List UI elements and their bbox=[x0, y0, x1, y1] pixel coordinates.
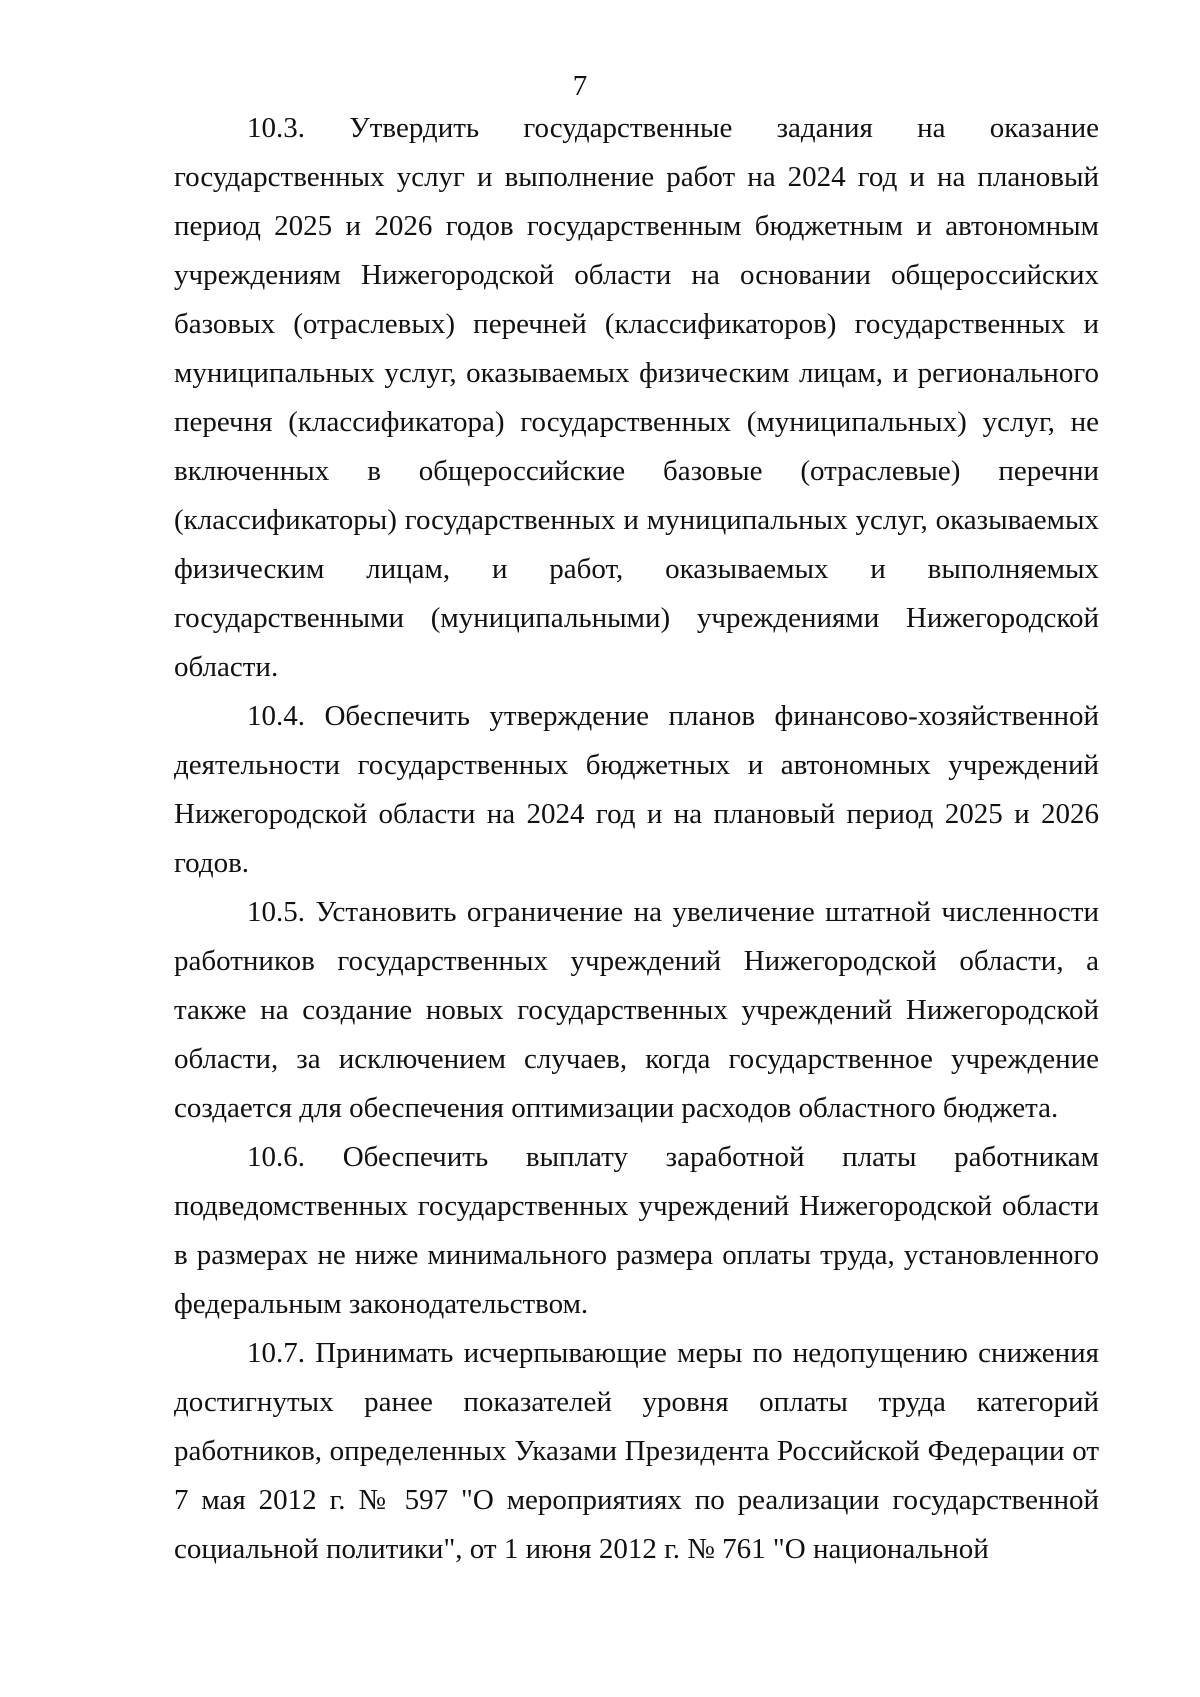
paragraph-10-5: 10.5. Установить ограничение на увеличение штатной численности работников государственных учреждений Нижегородской области, а также на создание новых государственных учреждений Нижегородской области, за исключением случаев, когда государственное учреждение создается для обеспечения оптимизации расходов областного бюджета. bbox=[174, 896, 1099, 1124]
paragraph-10-4: 10.4. Обеспечить утверждение планов финансово-хозяйственной деятельности государственных бюджетных и автономных учреждений Нижегородской области на 2024 год и на плановый период 2025 и 2026 годов. bbox=[174, 700, 1099, 879]
page-number: 7 bbox=[572, 70, 588, 102]
document-body bbox=[174, 104, 1099, 1574]
paragraph-10-6: 10.6. Обеспечить выплату заработной платы работникам подведомственных государственных учреждений Нижегородской области в размерах не ниже минимального размера оплаты труда, установленного федеральным законодательством. bbox=[174, 1141, 1099, 1320]
paragraph-10-3: 10.3. Утвердить государственные задания на оказание государственных услуг и выполнение работ на 2024 год и на плановый период 2025 и 2026 годов государственным бюджетным и автономным учреждениям Нижегородской области на основании общероссийских базовых (отраслевых) перечней (классификаторов) государственных и муниципальных услуг, оказываемых физическим лицам, и регионального перечня (классификатора) государственных (муниципальных) услуг, не включенных в общероссийские базовые (отраслевые) перечни (классификаторы) государственных и муниципальных услуг, оказываемых физическим лицам, и работ, оказываемых и выполняемых государственными (муниципальными) учреждениями Нижегородской области. bbox=[174, 112, 1099, 683]
paragraph-10-7: 10.7. Принимать исчерпывающие меры по недопущению снижения достигнутых ранее показателей уровня оплаты труда категорий работников, определенных Указами Президента Российской Федерации от 7 мая 2012 г. № 597 "О мероприятиях по реализации государственной социальной политики", от 1 июня 2012 г. № 761 "О национальной bbox=[174, 1337, 1099, 1565]
